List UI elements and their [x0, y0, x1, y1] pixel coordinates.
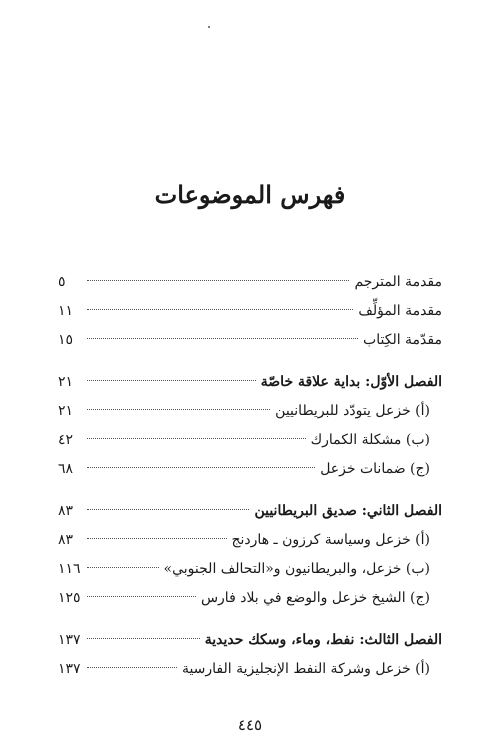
toc-page-number: ١٣٧ — [58, 661, 81, 677]
toc-entry-title: (أ) خزعل وسياسة كرزون ـ هاردنج — [231, 532, 430, 548]
toc-page-number: ٨٣ — [58, 503, 74, 519]
section-gap — [58, 355, 442, 368]
toc-entry-title: مقدمة المترجم — [354, 274, 442, 290]
toc-row — [58, 555, 442, 584]
dot-leader — [87, 667, 177, 668]
dot-leader — [87, 467, 315, 468]
toc-row — [58, 268, 442, 297]
dot-leader — [87, 409, 270, 410]
dot-leader — [87, 338, 358, 339]
toc-row — [58, 397, 442, 426]
toc-page-number: ١٢٥ — [58, 590, 81, 606]
printer-mark — [208, 26, 210, 28]
toc-page-number: ١١٦ — [58, 561, 81, 577]
toc-chapter-row — [58, 368, 442, 397]
toc-row — [58, 584, 442, 613]
toc-chapter-title: الفصل الأوّل: بداية علاقة خاصّة — [260, 374, 442, 390]
toc-entry-title: (ب) خزعل، والبريطانيون و«التحالف الجنوبي» — [163, 561, 430, 577]
toc-page-number: ٦٨ — [58, 461, 74, 477]
page-number: ٤٤٥ — [237, 716, 263, 734]
toc-entry-title: (ب) مشكلة الكمارك — [310, 432, 430, 448]
toc-row — [58, 326, 442, 355]
dot-leader — [87, 509, 249, 510]
dot-leader — [87, 309, 353, 310]
toc-row — [58, 455, 442, 484]
toc-entry-title: (أ) خزعل يتودّد للبريطانيين — [275, 403, 430, 419]
toc-chapter-row — [58, 497, 442, 526]
toc-page-number: ٥ — [58, 274, 66, 290]
toc-page-number: ١٥ — [58, 332, 74, 348]
toc-row — [58, 526, 442, 555]
dot-leader — [87, 638, 200, 639]
toc-page-number: ٢١ — [58, 403, 74, 419]
dot-leader — [87, 438, 306, 439]
dot-leader — [87, 567, 159, 568]
toc-page-number: ٨٣ — [58, 532, 74, 548]
toc-entry-title: (أ) خزعل وشركة النفط الإنجليزية الفارسية — [181, 661, 430, 677]
toc-row — [58, 655, 442, 684]
dot-leader — [87, 280, 349, 281]
toc-chapter-title: الفصل الثالث: نفط، وماء، وسكك حديدية — [204, 632, 442, 648]
toc-chapter-title: الفصل الثاني: صديق البريطانيين — [254, 503, 442, 519]
page-title: فهرس الموضوعات — [154, 180, 346, 209]
toc-entry-title: مقدمة المؤلِّف — [358, 303, 442, 319]
toc-page-number: ١١ — [58, 303, 74, 319]
table-of-contents — [58, 268, 442, 684]
section-gap — [58, 484, 442, 497]
toc-entry-title: مقدّمة الكِتاب — [363, 332, 442, 348]
toc-page-number: ٢١ — [58, 374, 74, 390]
section-gap — [58, 613, 442, 626]
toc-row — [58, 426, 442, 455]
toc-entry-title: (ج) الشيخ خزعل والوضع في بلاد فارس — [200, 590, 430, 606]
toc-page-number: ٤٢ — [58, 432, 74, 448]
toc-page-number: ١٣٧ — [58, 632, 81, 648]
toc-row — [58, 297, 442, 326]
dot-leader — [87, 380, 256, 381]
toc-entry-title: (ج) ضمانات خزعل — [320, 461, 430, 477]
dot-leader — [87, 596, 196, 597]
dot-leader — [87, 538, 227, 539]
toc-chapter-row — [58, 626, 442, 655]
